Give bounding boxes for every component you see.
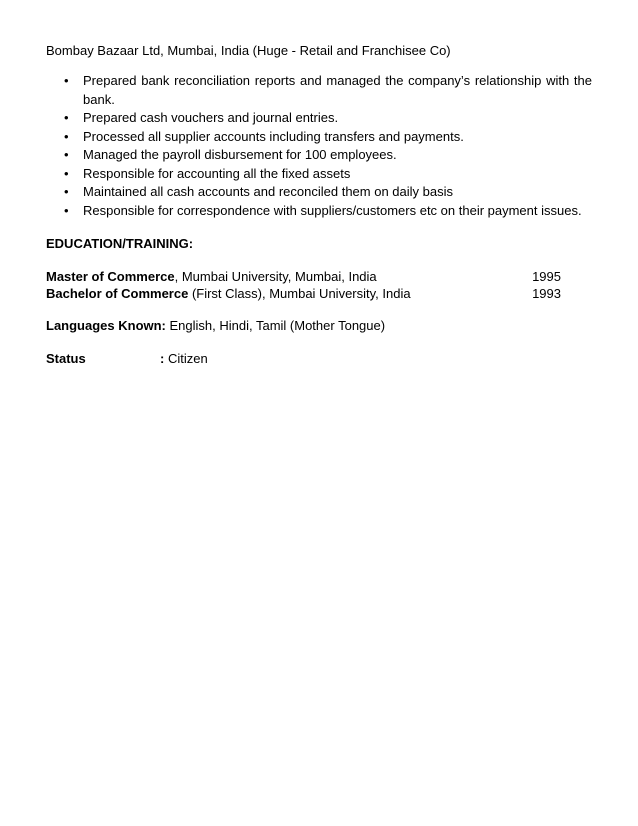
degree-year: 1995 <box>532 269 561 284</box>
bullet-icon: • <box>64 73 69 88</box>
employer-line: Bombay Bazaar Ltd, Mumbai, India (Huge - Retail and Franchisee Co) <box>46 43 451 58</box>
list-item <box>64 183 592 202</box>
duty-text: Managed the payroll disbursement for 100 employees. <box>83 147 397 162</box>
duty-text: Responsible for accounting all the fixed assets <box>83 165 351 181</box>
duties-list <box>64 72 592 220</box>
status-value-group <box>160 351 208 367</box>
languages-line <box>46 318 385 334</box>
education-heading: EDUCATION/TRAINING: <box>46 236 194 251</box>
duty-text: Processed all supplier accounts including transfers and payments. <box>83 128 464 144</box>
bullet-icon: • <box>64 110 69 125</box>
status-label: Status <box>46 351 86 366</box>
status-separator: : <box>160 351 165 366</box>
education-entry-bachelors <box>46 286 561 302</box>
languages-label: Languages Known: <box>46 318 166 333</box>
degree-year: 1993 <box>532 286 561 301</box>
list-item <box>64 202 592 221</box>
duty-text: Maintained all cash accounts and reconciled them on daily basis <box>83 184 453 199</box>
degree-details: , Mumbai University, Mumbai, India <box>174 269 377 284</box>
list-item <box>64 72 592 109</box>
list-item <box>64 146 592 165</box>
list-item <box>64 165 592 184</box>
languages-value: English, Hindi, Tamil (Mother Tongue) <box>165 318 386 333</box>
status-line <box>46 351 208 367</box>
list-item <box>64 109 592 128</box>
degree-details: (First Class), Mumbai University, India <box>188 286 411 301</box>
bullet-icon: • <box>64 202 69 218</box>
bullet-icon: • <box>64 184 69 199</box>
degree-name: Bachelor of Commerce <box>46 286 189 301</box>
bullet-icon: • <box>64 165 69 181</box>
bullet-icon: • <box>64 147 69 162</box>
duty-text: Prepared bank reconciliation reports and managed the company’s relationship with the bank. <box>83 73 592 107</box>
degree-name: Master of Commerce <box>46 269 175 284</box>
education-entry-masters <box>46 269 561 285</box>
bullet-icon: • <box>64 128 69 144</box>
list-item <box>64 128 592 147</box>
duty-text: Responsible for correspondence with suppliers/customers etc on their payment issues. <box>83 202 582 218</box>
duty-text: Prepared cash vouchers and journal entries. <box>83 110 339 125</box>
status-value: Citizen <box>164 351 208 366</box>
